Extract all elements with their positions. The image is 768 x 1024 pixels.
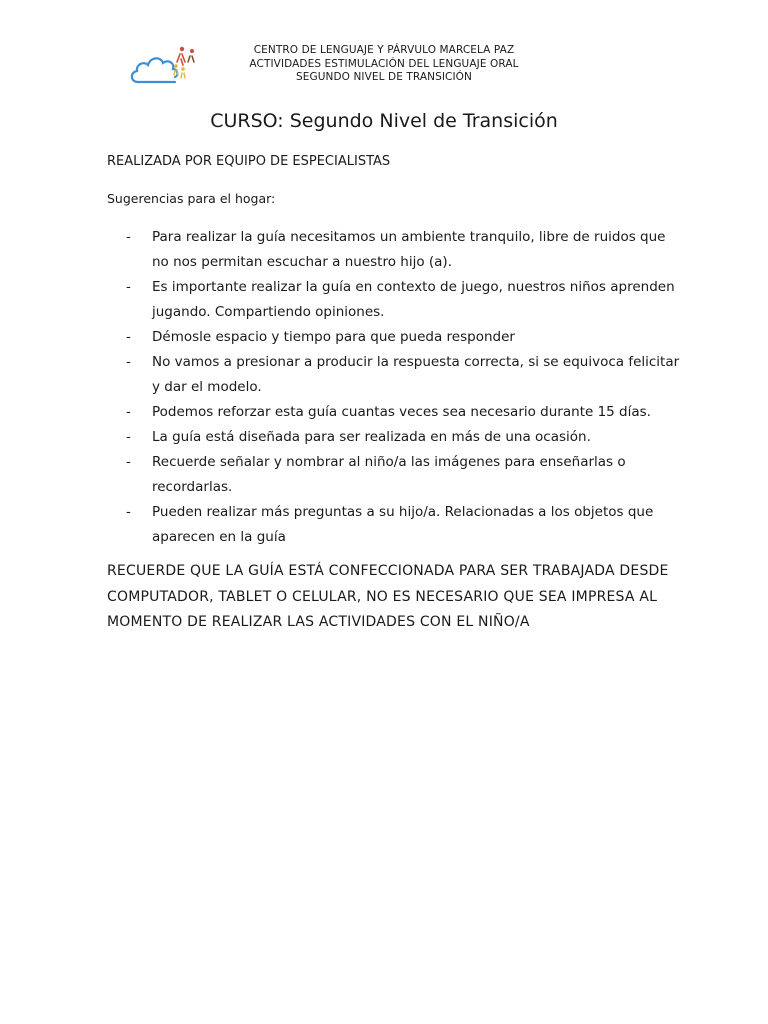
school-logo-icon (128, 42, 200, 88)
institution-header (200, 44, 568, 85)
important-notice: RECUERDE QUE LA GUÍA ESTÁ CONFECCIONADA PARA SER TRABAJADA DESDE COMPUTADOR, TABLET O CELULAR, NO ES NECESARIO QUE SEA IMPRESA AL MOMENTO DE REALIZAR LAS ACTIVIDADES CON EL NIÑO/A (107, 563, 669, 630)
list-item (126, 400, 686, 425)
authors-line: REALIZADA POR EQUIPO DE ESPECIALISTAS (107, 154, 391, 169)
page-title: CURSO: Segundo Nivel de Transición (210, 110, 558, 132)
list-item (126, 325, 686, 350)
suggestions-heading: Sugerencias para el hogar: (107, 191, 276, 206)
tips-list (126, 225, 686, 550)
level-subtitle: SEGUNDO NIVEL DE TRANSICIÓN (295, 71, 472, 83)
bullet-dash: - (126, 329, 131, 345)
list-item (126, 225, 686, 275)
bullet-dash: - (126, 279, 131, 295)
tip-text: Pueden realizar más preguntas a su hijo/a. Relacionadas a los objetos que aparecen en la guía (152, 504, 654, 545)
tip-text: Podemos reforzar esta guía cuantas veces sea necesario durante 15 días. (152, 404, 651, 420)
list-item (126, 450, 686, 500)
bullet-dash: - (126, 454, 131, 470)
tip-text: Recuerde señalar y nombrar al niño/a las imágenes para enseñarlas o recordarlas. (152, 454, 626, 495)
bullet-dash: - (126, 429, 131, 445)
tip-text: Para realizar la guía necesitamos un ambiente tranquilo, libre de ruidos que no nos permitan escuchar a nuestro hijo (a). (152, 229, 666, 270)
list-item (126, 275, 686, 325)
bullet-dash: - (126, 504, 131, 520)
tip-text: Démosle espacio y tiempo para que pueda responder (152, 329, 515, 345)
tip-text: La guía está diseñada para ser realizada en más de una ocasión. (152, 429, 591, 445)
list-item (126, 500, 686, 550)
tip-text: No vamos a presionar a producir la respuesta correcta, si se equivoca felicitar y dar el modelo. (152, 354, 680, 395)
list-item (126, 350, 686, 400)
bullet-dash: - (126, 404, 131, 420)
bullet-dash: - (126, 229, 131, 245)
list-item (126, 425, 686, 450)
activity-subtitle: ACTIVIDADES ESTIMULACIÓN DEL LENGUAJE ORAL (249, 57, 519, 70)
bullet-dash: - (126, 354, 131, 370)
institution-name: CENTRO DE LENGUAJE Y PÁRVULO MARCELA PAZ (253, 44, 515, 56)
tip-text: Es importante realizar la guía en contexto de juego, nuestros niños aprenden jugando. Compartiendo opiniones. (152, 279, 675, 320)
